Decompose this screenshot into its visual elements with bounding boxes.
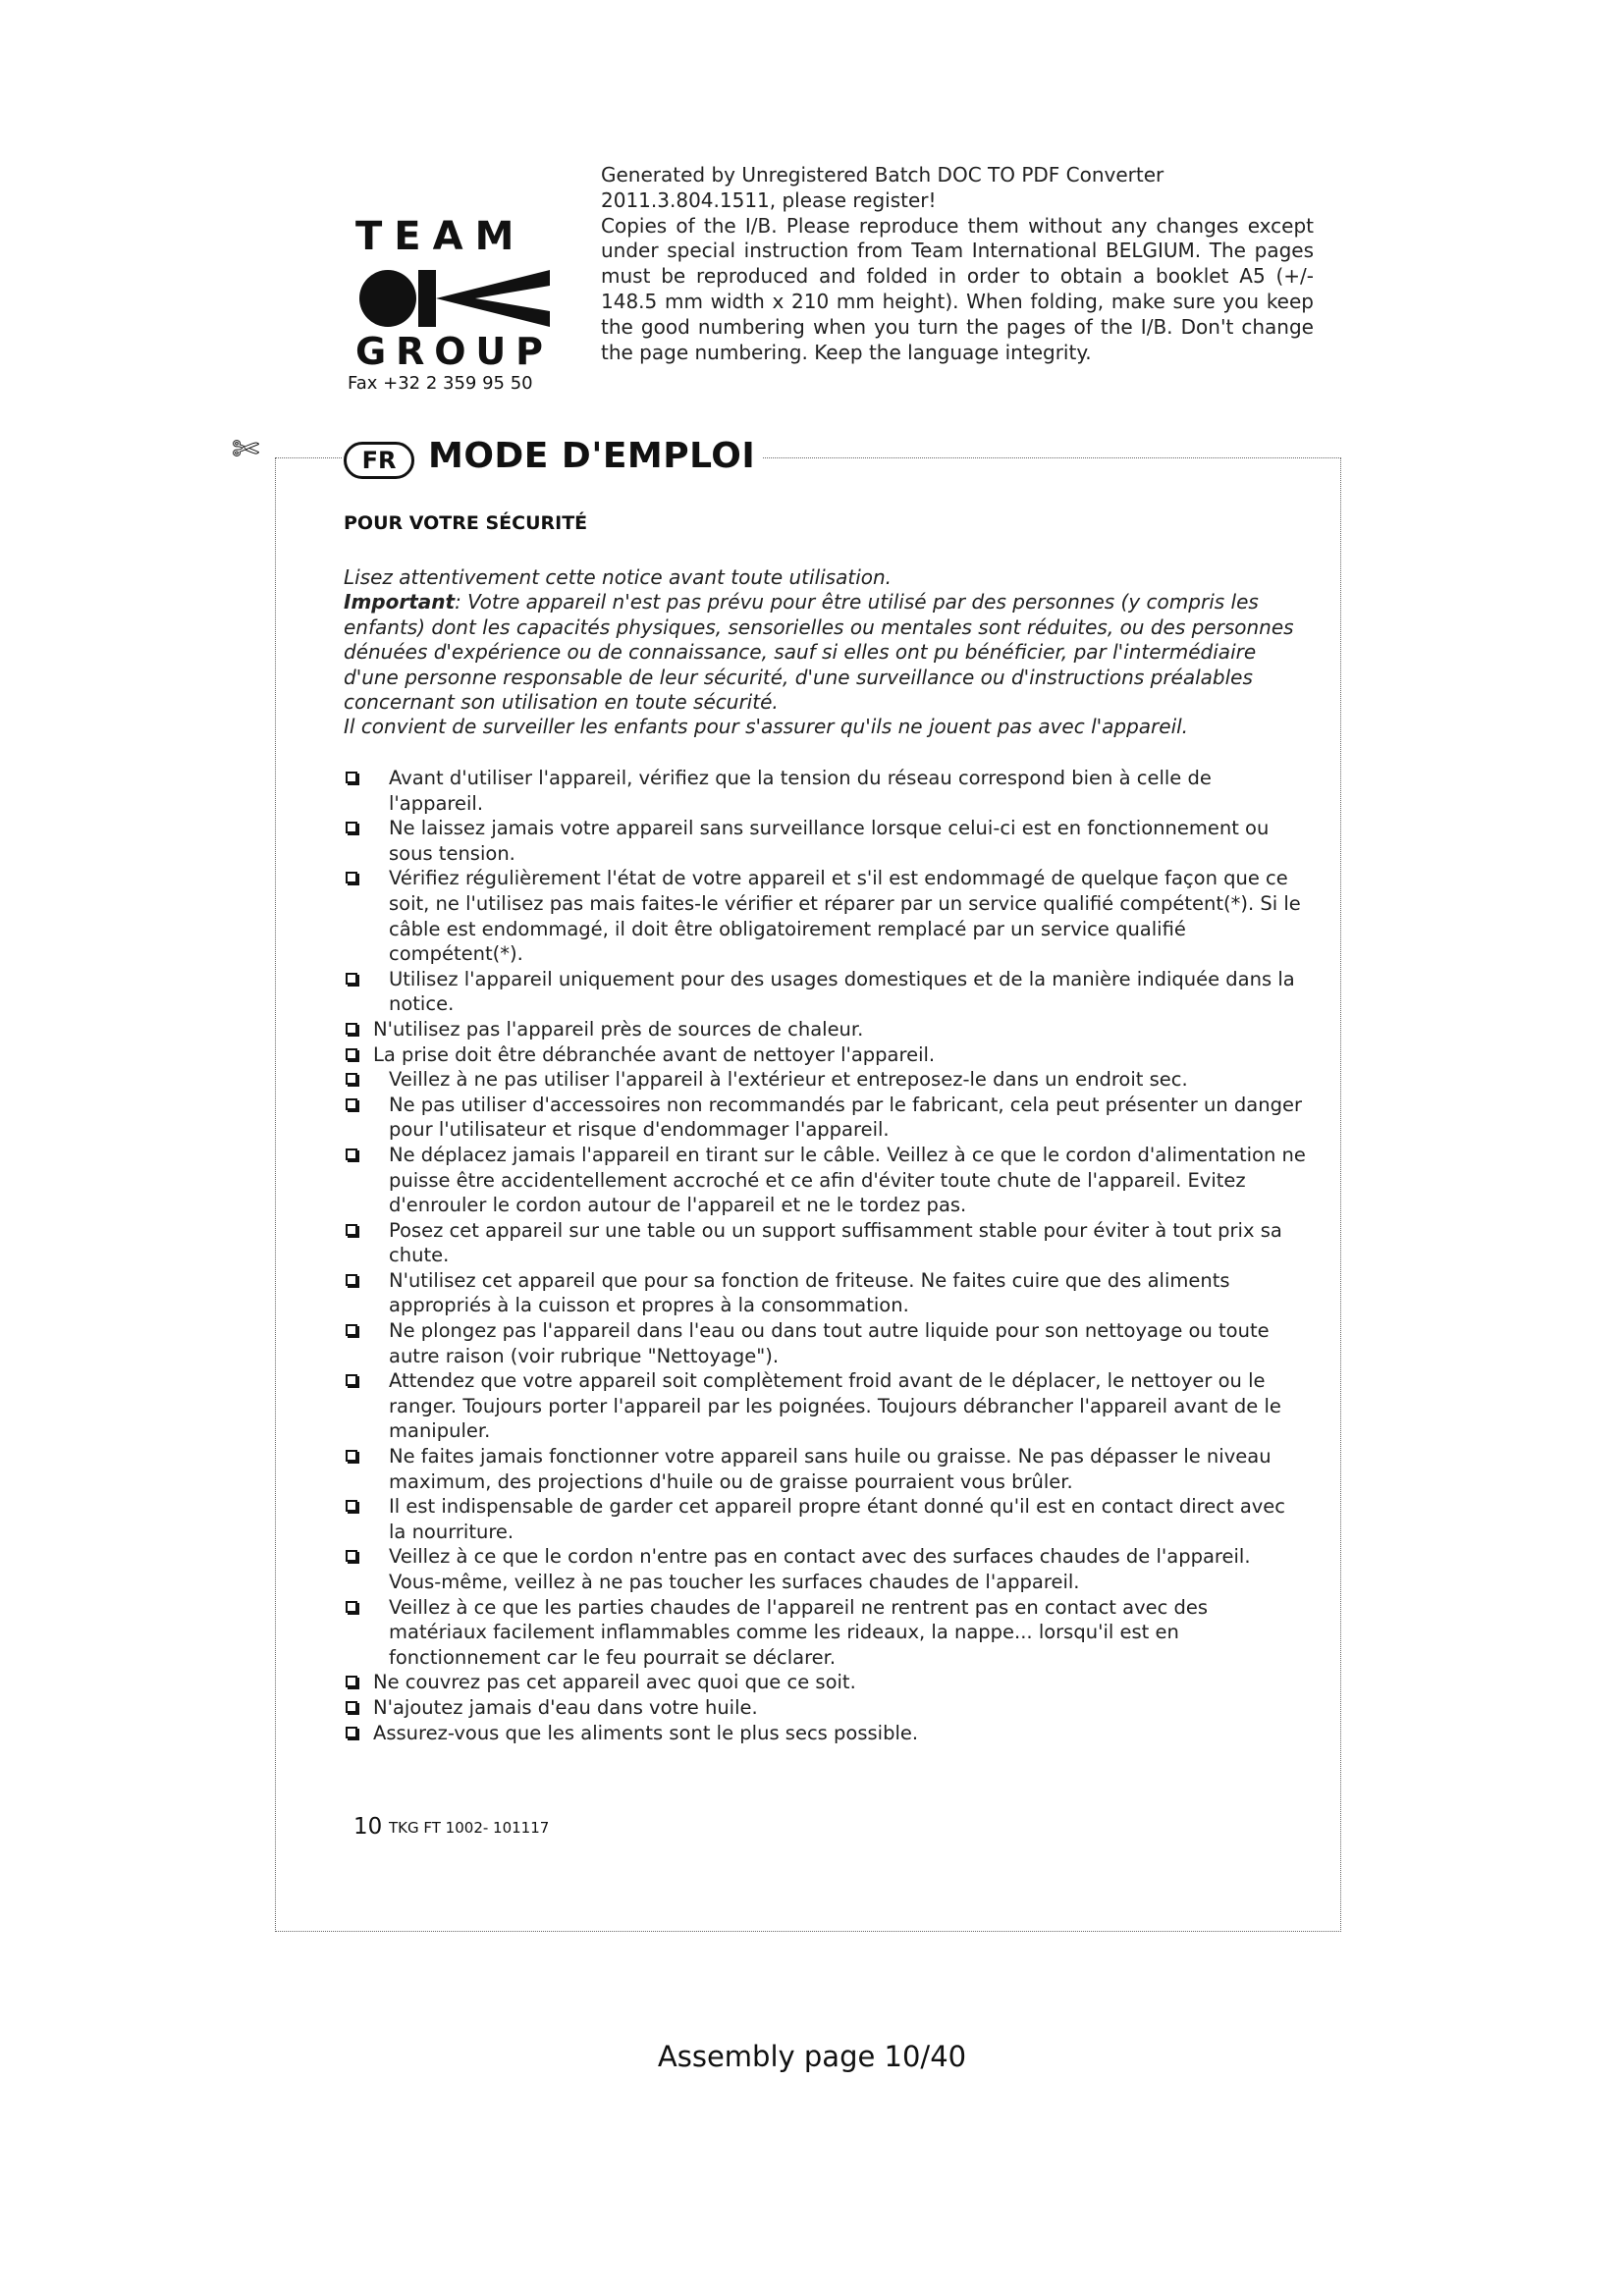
list-item: Posez cet appareil sur une table ou un support suffisamment stable pour éviter à tout prix sa chute.	[344, 1218, 1306, 1268]
fax-number: Fax +32 2 359 95 50	[348, 373, 533, 394]
assembly-page-label: Assembly page 10/40	[657, 2040, 967, 2073]
list-item: La prise doit être débranchée avant de nettoyer l'appareil.	[344, 1042, 1306, 1068]
checkbox-icon	[346, 1224, 357, 1236]
list-item: N'utilisez cet appareil que pour sa fonction de friteuse. Ne faites cuire que des aliments appropriés à la cuisson et propres à la consommation.	[344, 1268, 1306, 1318]
checkbox-icon	[346, 1701, 357, 1713]
checkbox-icon	[346, 1274, 357, 1286]
checkbox-icon	[346, 1048, 357, 1060]
checkbox-icon	[346, 822, 357, 833]
checkbox-icon	[346, 973, 357, 985]
checkbox-icon	[346, 772, 357, 783]
checkbox-icon	[346, 1073, 357, 1085]
checkbox-icon	[346, 1500, 357, 1512]
list-item: Ne déplacez jamais l'appareil en tirant sur le câble. Veillez à ce que le cordon d'alimentation ne puisse être accidentellement accroché et ce afin d'éviter toute chute de l'appareil. Evitez d'enrouler le cordon autour de l'appareil et ne le tordez pas.	[344, 1143, 1306, 1218]
list-item: Ne faites jamais fonctionner votre appareil sans huile ou graisse. Ne pas dépasser le niveau maximum, des projections d'huile ou de graisse pourraient vous brûler.	[344, 1444, 1306, 1494]
page-number: 10	[353, 1814, 383, 1840]
checkbox-icon	[346, 872, 357, 883]
intro-line: Lisez attentivement cette notice avant toute utilisation.	[344, 565, 893, 589]
list-item: Utilisez l'appareil uniquement pour des usages domestiques et de la manière indiquée dans la notice.	[344, 967, 1306, 1017]
list-item: Veillez à ne pas utiliser l'appareil à l'extérieur et entreposez-le dans un endroit sec.	[344, 1067, 1306, 1093]
list-item: Veillez à ce que le cordon n'entre pas en contact avec des surfaces chaudes de l'appareil. Vous-même, veillez à ne pas toucher les surfaces chaudes de l'appareil.	[344, 1544, 1306, 1594]
list-item: Assurez-vous que les aliments sont le plus secs possible.	[344, 1721, 1306, 1746]
doc-code: TKG FT 1002- 101117	[389, 1819, 550, 1837]
notice-line: 2011.3.804.1511, please register!	[601, 187, 937, 212]
scissors-icon: ✄	[232, 430, 260, 469]
list-item: Ne pas utiliser d'accessoires non recommandés par le fabricant, cela peut présenter un danger pour l'utilisateur et risque d'endommager l'appareil.	[344, 1093, 1306, 1143]
intro-line: Il convient de surveiller les enfants pour s'assurer qu'ils ne jouent pas avec l'appareil.	[344, 715, 1189, 739]
checkbox-icon	[346, 1727, 357, 1738]
list-item: Avant d'utiliser l'appareil, vérifiez que la tension du réseau correspond bien à celle de l'appareil.	[344, 766, 1306, 816]
important-label: Important	[344, 590, 456, 614]
list-item: N'utilisez pas l'appareil près de sources de chaleur.	[344, 1017, 1306, 1042]
language-badge: FR	[344, 442, 414, 479]
notice-line: Copies of the I/B. Please reproduce them without any changes except under special instruction from Team International BELGIUM. The pages must be reproduced and folded in order to obtain a booklet A5 (+/- 148.5 mm width x 210 mm height). When folding, make sure you keep the good numbering when you turn the pages of the I/B. Don't change the page numbering. Keep the language integrity.	[601, 213, 1314, 364]
list-item: Vérifiez régulièrement l'état de votre appareil et s'il est endommagé de quelque façon que ce soit, ne l'utilisez pas mais faites-le vérifier et réparer par un service qualifié compétent(*). Si le câble est endommagé, il doit être obligatoirement remplacé par un service qualifié compétent(*).	[344, 866, 1306, 966]
checkbox-icon	[346, 1601, 357, 1613]
intro-text	[344, 565, 1298, 740]
checkbox-icon	[346, 1098, 357, 1110]
safety-list	[344, 766, 1306, 1745]
list-item: Ne laissez jamais votre appareil sans surveillance lorsque celui-ci est en fonctionnement ou sous tension.	[344, 816, 1306, 866]
list-item: Veillez à ce que les parties chaudes de l'appareil ne rentrent pas en contact avec des matériaux facilement inflammables comme les rideaux, la nappe... lorsqu'il est en fonctionnement car le feu pourrait se déclarer.	[344, 1595, 1306, 1671]
section-heading: POUR VOTRE SÉCURITÉ	[344, 512, 588, 534]
page-title: MODE D'EMPLOI	[428, 436, 763, 476]
checkbox-icon	[346, 1550, 357, 1562]
important-notice	[344, 590, 1298, 715]
logo-text-team: TEAM	[355, 214, 526, 259]
important-text: : Votre appareil n'est pas prévu pour être utilisé par des personnes (y compris les enfants) dont les capacités physiques, sensorielles ou mentales sont réduites, ou des personnes dénuées d'expérience ou de connaissance, sauf si elles ont pu bénéficier, par l'intermédiaire d'une personne responsable de leur sécurité, d'une surveillance ou d'instructions préalables concernant son utilisation en toute sécurité.	[344, 590, 1294, 715]
list-item: N'ajoutez jamais d'eau dans votre huile.	[344, 1695, 1306, 1721]
list-item: Attendez que votre appareil soit complètement froid avant de le déplacer, le nettoyer ou le ranger. Toujours porter l'appareil par les poignées. Toujours débrancher l'appareil avant de le manipuler.	[344, 1368, 1306, 1444]
checkbox-icon	[346, 1450, 357, 1462]
checkbox-icon	[346, 1023, 357, 1035]
team-group-logo	[344, 214, 560, 399]
checkbox-icon	[346, 1148, 357, 1160]
checkbox-icon	[346, 1676, 357, 1687]
list-item: Il est indispensable de garder cet appareil propre étant donné qu'il est en contact direct avec la nourriture.	[344, 1494, 1306, 1544]
generated-notice	[601, 163, 1314, 365]
logo-text-group: GROUP	[355, 330, 553, 373]
notice-line: Generated by Unregistered Batch DOC TO PDF Converter	[601, 163, 1164, 187]
checkbox-icon	[346, 1374, 357, 1386]
logo-ok-icon	[357, 268, 554, 329]
list-item: Ne couvrez pas cet appareil avec quoi que ce soit.	[344, 1670, 1306, 1695]
list-item: Ne plongez pas l'appareil dans l'eau ou dans tout autre liquide pour son nettoyage ou toute autre raison (voir rubrique "Nettoyage").	[344, 1318, 1306, 1368]
checkbox-icon	[346, 1324, 357, 1336]
